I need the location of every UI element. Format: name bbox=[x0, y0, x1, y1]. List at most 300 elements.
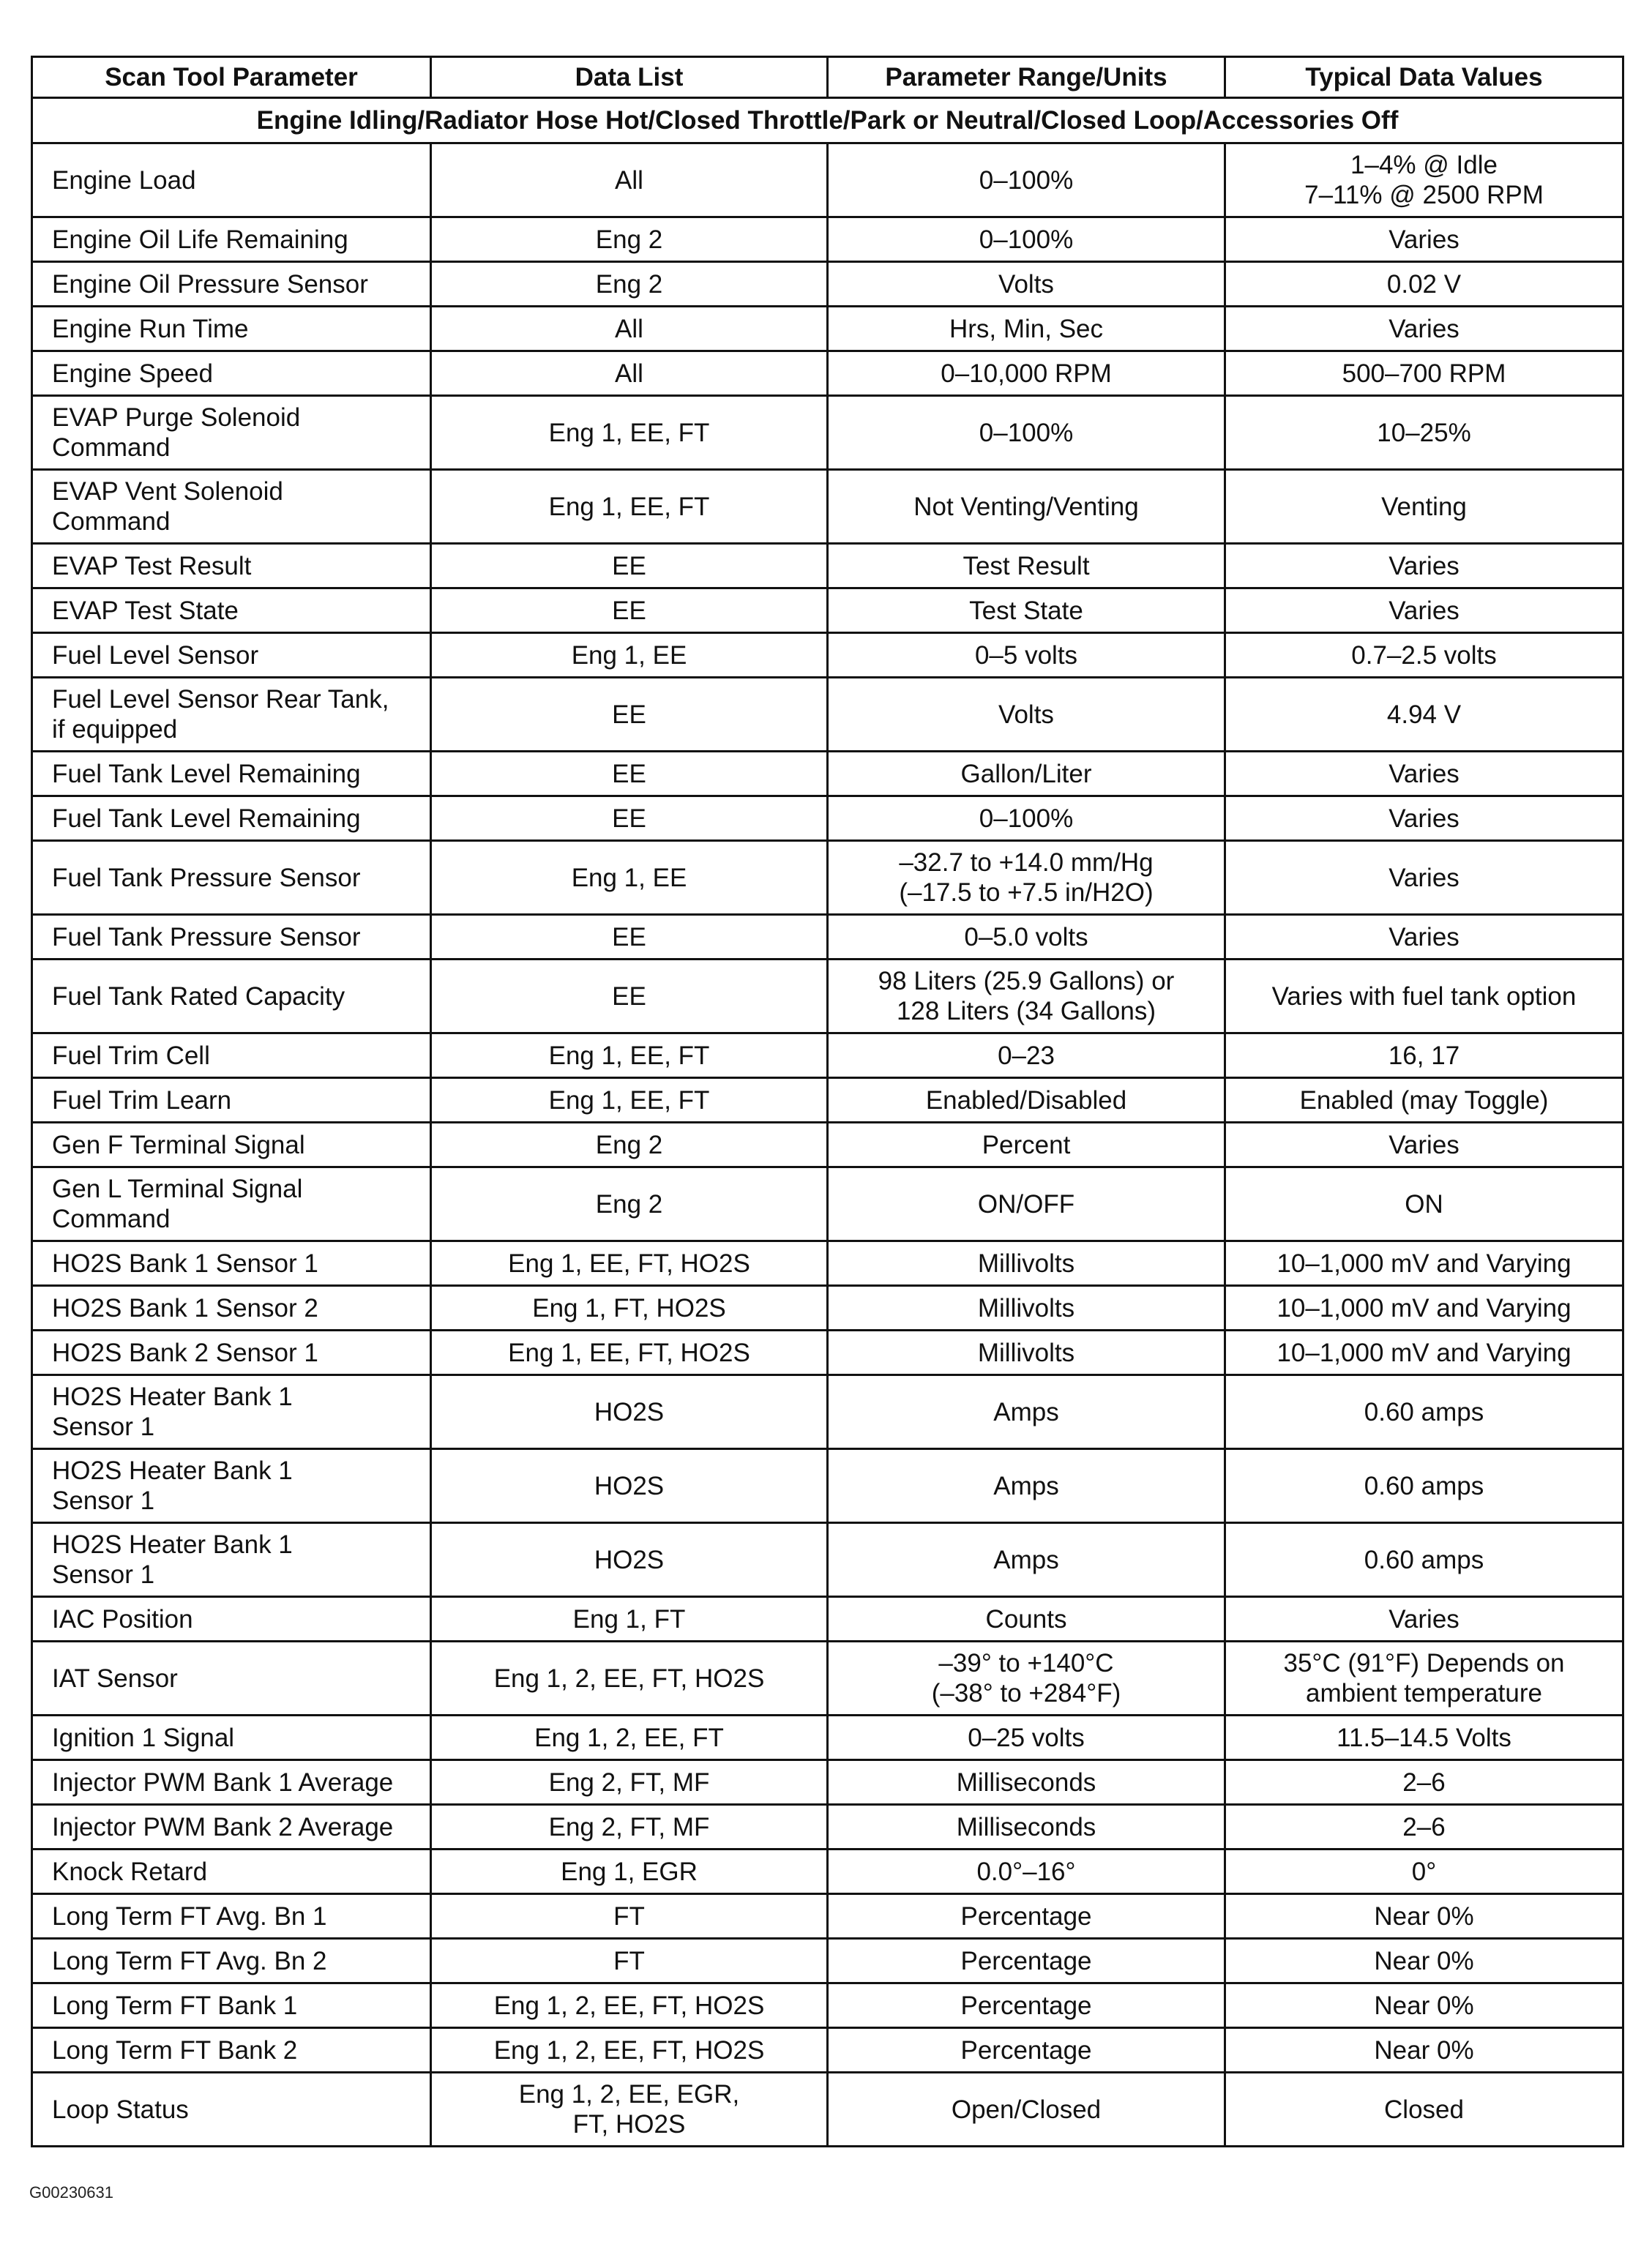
cell-line: Eng 1, 2, EE, FT, HO2S bbox=[493, 1664, 765, 1693]
table-row bbox=[32, 544, 1623, 588]
cell-line: Enabled/Disabled bbox=[925, 1085, 1127, 1115]
cell-line: ambient temperature bbox=[1306, 1679, 1542, 1708]
param-cell bbox=[32, 307, 431, 351]
cell-line: Fuel Trim Cell bbox=[52, 1041, 210, 1070]
table-row bbox=[32, 143, 1623, 217]
cell-line: Varies bbox=[1388, 1604, 1459, 1634]
range-cell bbox=[828, 143, 1225, 217]
table-row bbox=[32, 351, 1623, 396]
cell-line: EE bbox=[612, 922, 646, 951]
typical-value-cell bbox=[1225, 1716, 1623, 1760]
range-cell bbox=[828, 841, 1225, 915]
typical-value-cell bbox=[1225, 1760, 1623, 1805]
cell-line: Fuel Tank Rated Capacity bbox=[52, 981, 345, 1011]
cell-line: Fuel Tank Level Remaining bbox=[52, 804, 361, 833]
table-header-row bbox=[32, 57, 1623, 98]
data-list-cell bbox=[431, 960, 828, 1033]
cell-line: EE bbox=[612, 981, 646, 1011]
data-list-cell bbox=[431, 1805, 828, 1850]
param-cell bbox=[32, 633, 431, 678]
cell-line: Ignition 1 Signal bbox=[52, 1723, 235, 1752]
typical-value-cell bbox=[1225, 796, 1623, 841]
range-cell bbox=[828, 1894, 1225, 1939]
cell-line: HO2S Bank 1 Sensor 1 bbox=[52, 1249, 318, 1278]
cell-line: Varies bbox=[1388, 314, 1459, 343]
param-cell bbox=[32, 1241, 431, 1286]
cell-line: HO2S Bank 2 Sensor 1 bbox=[52, 1338, 318, 1367]
cell-line: Eng 1, 2, EE, FT, HO2S bbox=[493, 2035, 765, 2065]
cell-line: Eng 1, EE, FT bbox=[548, 418, 710, 447]
cell-line: Percentage bbox=[960, 1901, 1092, 1931]
cell-line: 0–100% bbox=[979, 225, 1074, 254]
typical-value-cell bbox=[1225, 1286, 1623, 1331]
cell-line: Near 0% bbox=[1374, 1991, 1474, 2020]
table-row bbox=[32, 915, 1623, 960]
cell-line: HO2S Heater Bank 1 bbox=[52, 1530, 293, 1559]
param-cell bbox=[32, 1850, 431, 1894]
range-cell bbox=[828, 1642, 1225, 1716]
range-cell bbox=[828, 470, 1225, 544]
cell-line: 10–1,000 mV and Varying bbox=[1277, 1293, 1571, 1323]
cell-line: Eng 1, EE, FT bbox=[548, 1041, 710, 1070]
cell-line: 11.5–14.5 Volts bbox=[1337, 1723, 1511, 1752]
column-header-scan-tool-parameter: Scan Tool Parameter bbox=[32, 57, 431, 98]
cell-line: Engine Load bbox=[52, 165, 196, 195]
cell-line: Test Result bbox=[963, 551, 1090, 580]
cell-line: Eng 1, EE bbox=[571, 640, 687, 670]
cell-line: Engine Speed bbox=[52, 359, 213, 388]
cell-line: Fuel Tank Pressure Sensor bbox=[52, 863, 361, 892]
table-row bbox=[32, 960, 1623, 1033]
cell-line: Fuel Level Sensor bbox=[52, 640, 259, 670]
range-cell bbox=[828, 960, 1225, 1033]
cell-line: Eng 1, 2, EE, EGR, bbox=[518, 2080, 740, 2109]
param-cell bbox=[32, 1597, 431, 1642]
data-list-cell bbox=[431, 1241, 828, 1286]
param-cell bbox=[32, 262, 431, 307]
range-cell bbox=[828, 1449, 1225, 1523]
cell-line: Fuel Tank Level Remaining bbox=[52, 759, 361, 788]
cell-line: EE bbox=[612, 700, 646, 729]
table-row bbox=[32, 1078, 1623, 1123]
range-cell bbox=[828, 396, 1225, 470]
typical-value-cell bbox=[1225, 1597, 1623, 1642]
data-list-cell bbox=[431, 1523, 828, 1597]
typical-value-cell bbox=[1225, 1642, 1623, 1716]
param-cell bbox=[32, 1805, 431, 1850]
range-cell bbox=[828, 588, 1225, 633]
data-list-cell bbox=[431, 217, 828, 262]
table-row bbox=[32, 1642, 1623, 1716]
cell-line: 0–23 bbox=[998, 1041, 1055, 1070]
table-row bbox=[32, 470, 1623, 544]
cell-line: –39° to +140°C bbox=[938, 1649, 1114, 1678]
cell-line: Sensor 1 bbox=[52, 1413, 155, 1441]
cell-line: IAC Position bbox=[52, 1604, 193, 1634]
param-cell bbox=[32, 396, 431, 470]
param-cell bbox=[32, 544, 431, 588]
data-list-cell bbox=[431, 544, 828, 588]
param-cell bbox=[32, 351, 431, 396]
typical-value-cell bbox=[1225, 1449, 1623, 1523]
cell-line: Millivolts bbox=[977, 1338, 1075, 1367]
range-cell bbox=[828, 544, 1225, 588]
cell-line: Varies bbox=[1388, 759, 1459, 788]
cell-line: ON bbox=[1405, 1189, 1443, 1219]
range-cell bbox=[828, 752, 1225, 796]
typical-value-cell bbox=[1225, 1805, 1623, 1850]
cell-line: EE bbox=[612, 551, 646, 580]
range-cell bbox=[828, 678, 1225, 752]
cell-line: Varies with fuel tank option bbox=[1271, 981, 1577, 1011]
data-list-cell bbox=[431, 633, 828, 678]
data-list-cell bbox=[431, 796, 828, 841]
cell-line: 0.60 amps bbox=[1364, 1471, 1484, 1500]
cell-line: Engine Oil Life Remaining bbox=[52, 225, 348, 254]
param-cell bbox=[32, 2028, 431, 2073]
data-list-cell bbox=[431, 470, 828, 544]
data-list-cell bbox=[431, 351, 828, 396]
cell-line: 16, 17 bbox=[1388, 1041, 1460, 1070]
cell-line: Eng 1, EE, FT bbox=[548, 492, 710, 521]
table-row bbox=[32, 1939, 1623, 1983]
cell-line: HO2S bbox=[594, 1397, 665, 1426]
cell-line: Eng 2, FT, MF bbox=[548, 1812, 710, 1841]
cell-line: HO2S Heater Bank 1 bbox=[52, 1456, 293, 1485]
typical-value-cell bbox=[1225, 633, 1623, 678]
param-cell bbox=[32, 841, 431, 915]
table-row bbox=[32, 1983, 1623, 2028]
range-cell bbox=[828, 1850, 1225, 1894]
param-cell bbox=[32, 1078, 431, 1123]
typical-value-cell bbox=[1225, 544, 1623, 588]
range-cell bbox=[828, 351, 1225, 396]
cell-line: Long Term FT Bank 1 bbox=[52, 1991, 298, 2020]
table-row bbox=[32, 1850, 1623, 1894]
range-cell bbox=[828, 1939, 1225, 1983]
cell-line: 128 Liters (34 Gallons) bbox=[896, 997, 1156, 1025]
table-row bbox=[32, 396, 1623, 470]
cell-line: IAT Sensor bbox=[52, 1664, 178, 1693]
range-cell bbox=[828, 217, 1225, 262]
param-cell bbox=[32, 470, 431, 544]
cell-line: Fuel Tank Pressure Sensor bbox=[52, 922, 361, 951]
cell-line: Long Term FT Avg. Bn 2 bbox=[52, 1946, 327, 1975]
table-row bbox=[32, 1123, 1623, 1167]
cell-line: All bbox=[615, 359, 643, 388]
cell-line: Millivolts bbox=[977, 1293, 1075, 1323]
data-list-cell bbox=[431, 1642, 828, 1716]
range-cell bbox=[828, 1286, 1225, 1331]
table-row bbox=[32, 1033, 1623, 1078]
cell-line: 0.60 amps bbox=[1364, 1397, 1484, 1426]
param-cell bbox=[32, 1033, 431, 1078]
table-row bbox=[32, 1760, 1623, 1805]
cell-line: Eng 1, EE bbox=[571, 863, 687, 892]
cell-line: Eng 1, FT, HO2S bbox=[532, 1293, 726, 1323]
cell-line: FT, HO2S bbox=[572, 2110, 686, 2139]
range-cell bbox=[828, 307, 1225, 351]
cell-line: 2–6 bbox=[1402, 1768, 1446, 1797]
range-cell bbox=[828, 1716, 1225, 1760]
param-cell bbox=[32, 143, 431, 217]
cell-line: 10–25% bbox=[1377, 418, 1471, 447]
table-row bbox=[32, 1331, 1623, 1375]
data-list-cell bbox=[431, 143, 828, 217]
param-cell bbox=[32, 752, 431, 796]
cell-line: Venting bbox=[1381, 492, 1467, 521]
cell-line: Command bbox=[52, 433, 171, 462]
cell-line: Eng 2 bbox=[595, 1189, 663, 1219]
cell-line: 0–100% bbox=[979, 418, 1074, 447]
cell-line: Counts bbox=[985, 1604, 1067, 1634]
cell-line: Gen F Terminal Signal bbox=[52, 1130, 305, 1159]
param-cell bbox=[32, 1983, 431, 2028]
param-cell bbox=[32, 1894, 431, 1939]
cell-line: EE bbox=[612, 804, 646, 833]
cell-line: HO2S bbox=[594, 1545, 665, 1574]
param-cell bbox=[32, 1375, 431, 1449]
data-list-cell bbox=[431, 1597, 828, 1642]
cell-line: 0–100% bbox=[979, 804, 1074, 833]
cell-line: Gen L Terminal Signal bbox=[52, 1175, 303, 1203]
cell-line: 1–4% @ Idle bbox=[1350, 151, 1498, 179]
cell-line: EVAP Vent Solenoid bbox=[52, 477, 283, 506]
cell-line: Millivolts bbox=[977, 1249, 1075, 1278]
data-list-cell bbox=[431, 1894, 828, 1939]
cell-line: Eng 1, 2, EE, FT bbox=[534, 1723, 724, 1752]
table-row bbox=[32, 1523, 1623, 1597]
typical-value-cell bbox=[1225, 1939, 1623, 1983]
cell-line: Eng 1, EE, FT, HO2S bbox=[508, 1249, 750, 1278]
typical-value-cell bbox=[1225, 1331, 1623, 1375]
cell-line: Hrs, Min, Sec bbox=[949, 314, 1104, 343]
data-list-cell bbox=[431, 1331, 828, 1375]
range-cell bbox=[828, 1760, 1225, 1805]
cell-line: Varies bbox=[1388, 225, 1459, 254]
cell-line: 500–700 RPM bbox=[1342, 359, 1506, 388]
typical-value-cell bbox=[1225, 470, 1623, 544]
data-list-cell bbox=[431, 262, 828, 307]
typical-value-cell bbox=[1225, 915, 1623, 960]
cell-line: Fuel Level Sensor Rear Tank, bbox=[52, 685, 389, 714]
data-list-cell bbox=[431, 752, 828, 796]
param-cell bbox=[32, 678, 431, 752]
cell-line: Engine Run Time bbox=[52, 314, 249, 343]
range-cell bbox=[828, 1241, 1225, 1286]
typical-value-cell bbox=[1225, 351, 1623, 396]
operating-condition-row bbox=[32, 98, 1623, 143]
cell-line: Volts bbox=[998, 269, 1054, 299]
data-list-cell bbox=[431, 2073, 828, 2147]
typical-value-cell bbox=[1225, 143, 1623, 217]
column-header-data-list: Data List bbox=[431, 57, 828, 98]
cell-line: HO2S Heater Bank 1 bbox=[52, 1383, 293, 1411]
range-cell bbox=[828, 1375, 1225, 1449]
cell-line: Enabled (may Toggle) bbox=[1299, 1085, 1549, 1115]
range-cell bbox=[828, 1123, 1225, 1167]
cell-line: Eng 2 bbox=[595, 1130, 663, 1159]
range-cell bbox=[828, 1597, 1225, 1642]
range-cell bbox=[828, 796, 1225, 841]
cell-line: Varies bbox=[1388, 1130, 1459, 1159]
cell-line: Eng 2, FT, MF bbox=[548, 1768, 710, 1797]
typical-value-cell bbox=[1225, 1078, 1623, 1123]
cell-line: Percentage bbox=[960, 2035, 1092, 2065]
typical-value-cell bbox=[1225, 678, 1623, 752]
cell-line: 98 Liters (25.9 Gallons) or bbox=[878, 967, 1175, 995]
cell-line: Test State bbox=[969, 596, 1083, 625]
table-row bbox=[32, 1449, 1623, 1523]
cell-line: HO2S bbox=[594, 1471, 665, 1500]
scan-tool-data-table bbox=[31, 56, 1624, 2147]
cell-line: if equipped bbox=[52, 715, 178, 744]
range-cell bbox=[828, 633, 1225, 678]
cell-line: Percent bbox=[982, 1130, 1071, 1159]
cell-line: Command bbox=[52, 1205, 171, 1233]
cell-line: 7–11% @ 2500 RPM bbox=[1304, 181, 1544, 209]
table-row bbox=[32, 796, 1623, 841]
cell-line: Eng 2 bbox=[595, 269, 663, 299]
cell-line: HO2S Bank 1 Sensor 2 bbox=[52, 1293, 318, 1323]
cell-line: Amps bbox=[993, 1545, 1059, 1574]
cell-line: EVAP Test Result bbox=[52, 551, 252, 580]
data-list-cell bbox=[431, 2028, 828, 2073]
cell-line: EE bbox=[612, 596, 646, 625]
typical-value-cell bbox=[1225, 1523, 1623, 1597]
cell-line: Near 0% bbox=[1374, 1901, 1474, 1931]
param-cell bbox=[32, 1760, 431, 1805]
typical-value-cell bbox=[1225, 2073, 1623, 2147]
data-list-cell bbox=[431, 1983, 828, 2028]
data-list-cell bbox=[431, 396, 828, 470]
range-cell bbox=[828, 2028, 1225, 2073]
table-row bbox=[32, 678, 1623, 752]
cell-line: Command bbox=[52, 507, 171, 536]
column-header-parameter-range: Parameter Range/Units bbox=[828, 57, 1225, 98]
cell-line: 10–1,000 mV and Varying bbox=[1277, 1249, 1571, 1278]
table-row bbox=[32, 1597, 1623, 1642]
data-list-cell bbox=[431, 1167, 828, 1241]
table-row bbox=[32, 217, 1623, 262]
typical-value-cell bbox=[1225, 841, 1623, 915]
cell-line: FT bbox=[613, 1901, 645, 1931]
table-row bbox=[32, 1805, 1623, 1850]
cell-line: EVAP Test State bbox=[52, 596, 239, 625]
param-cell bbox=[32, 1939, 431, 1983]
typical-value-cell bbox=[1225, 217, 1623, 262]
cell-line: Closed bbox=[1384, 2095, 1464, 2124]
cell-line: Fuel Trim Learn bbox=[52, 1085, 232, 1115]
data-list-cell bbox=[431, 1850, 828, 1894]
data-list-cell bbox=[431, 588, 828, 633]
typical-value-cell bbox=[1225, 1033, 1623, 1078]
typical-value-cell bbox=[1225, 307, 1623, 351]
column-header-typical-values: Typical Data Values bbox=[1225, 57, 1623, 98]
cell-line: Engine Oil Pressure Sensor bbox=[52, 269, 368, 299]
data-list-cell bbox=[431, 841, 828, 915]
cell-line: Near 0% bbox=[1374, 2035, 1474, 2065]
param-cell bbox=[32, 1716, 431, 1760]
param-cell bbox=[32, 796, 431, 841]
table-row bbox=[32, 841, 1623, 915]
cell-line: Eng 1, FT bbox=[572, 1604, 686, 1634]
range-cell bbox=[828, 1523, 1225, 1597]
typical-value-cell bbox=[1225, 752, 1623, 796]
cell-line: 0–5.0 volts bbox=[964, 922, 1088, 951]
table-row bbox=[32, 1167, 1623, 1241]
range-cell bbox=[828, 1805, 1225, 1850]
cell-line: 0° bbox=[1411, 1857, 1437, 1886]
typical-value-cell bbox=[1225, 262, 1623, 307]
data-list-cell bbox=[431, 1286, 828, 1331]
cell-line: EVAP Purge Solenoid bbox=[52, 403, 301, 432]
cell-line: 0.60 amps bbox=[1364, 1545, 1484, 1574]
typical-value-cell bbox=[1225, 1241, 1623, 1286]
cell-line: ON/OFF bbox=[977, 1189, 1075, 1219]
cell-line: Varies bbox=[1388, 596, 1459, 625]
typical-value-cell bbox=[1225, 1894, 1623, 1939]
typical-value-cell bbox=[1225, 1850, 1623, 1894]
data-list-cell bbox=[431, 1760, 828, 1805]
cell-line: Near 0% bbox=[1374, 1946, 1474, 1975]
range-cell bbox=[828, 1983, 1225, 2028]
typical-value-cell bbox=[1225, 960, 1623, 1033]
range-cell bbox=[828, 2073, 1225, 2147]
param-cell bbox=[32, 1331, 431, 1375]
cell-line: Milliseconds bbox=[956, 1812, 1096, 1841]
cell-line: 2–6 bbox=[1402, 1812, 1446, 1841]
data-list-cell bbox=[431, 678, 828, 752]
data-list-cell bbox=[431, 1078, 828, 1123]
cell-line: All bbox=[615, 314, 643, 343]
cell-line: 0–100% bbox=[979, 165, 1074, 195]
data-list-cell bbox=[431, 1375, 828, 1449]
data-list-cell bbox=[431, 1449, 828, 1523]
cell-line: 35°C (91°F) Depends on bbox=[1283, 1649, 1565, 1678]
data-list-cell bbox=[431, 915, 828, 960]
cell-line: Injector PWM Bank 1 Average bbox=[52, 1768, 394, 1797]
cell-line: Percentage bbox=[960, 1991, 1092, 2020]
cell-line: Long Term FT Bank 2 bbox=[52, 2035, 298, 2065]
cell-line: Eng 1, 2, EE, FT, HO2S bbox=[493, 1991, 765, 2020]
cell-line: (–38° to +284°F) bbox=[931, 1679, 1121, 1708]
cell-line: Varies bbox=[1388, 863, 1459, 892]
typical-value-cell bbox=[1225, 1167, 1623, 1241]
table-row bbox=[32, 1241, 1623, 1286]
table-row bbox=[32, 262, 1623, 307]
cell-line: Not Venting/Venting bbox=[913, 492, 1139, 521]
data-list-cell bbox=[431, 1716, 828, 1760]
cell-line: Sensor 1 bbox=[52, 1560, 155, 1589]
typical-value-cell bbox=[1225, 1983, 1623, 2028]
param-cell bbox=[32, 217, 431, 262]
cell-line: Eng 1, EE, FT bbox=[548, 1085, 710, 1115]
cell-line: Long Term FT Avg. Bn 1 bbox=[52, 1901, 327, 1931]
cell-line: FT bbox=[613, 1946, 645, 1975]
param-cell bbox=[32, 588, 431, 633]
cell-line: Knock Retard bbox=[52, 1857, 208, 1886]
cell-line: Amps bbox=[993, 1397, 1059, 1426]
cell-line: All bbox=[615, 165, 643, 195]
cell-line: 0.02 V bbox=[1386, 269, 1462, 299]
param-cell bbox=[32, 1523, 431, 1597]
cell-line: Injector PWM Bank 2 Average bbox=[52, 1812, 394, 1841]
param-cell bbox=[32, 1642, 431, 1716]
table-row bbox=[32, 1716, 1623, 1760]
cell-line: 0–25 volts bbox=[968, 1723, 1085, 1752]
cell-line: 0.0°–16° bbox=[976, 1857, 1076, 1886]
